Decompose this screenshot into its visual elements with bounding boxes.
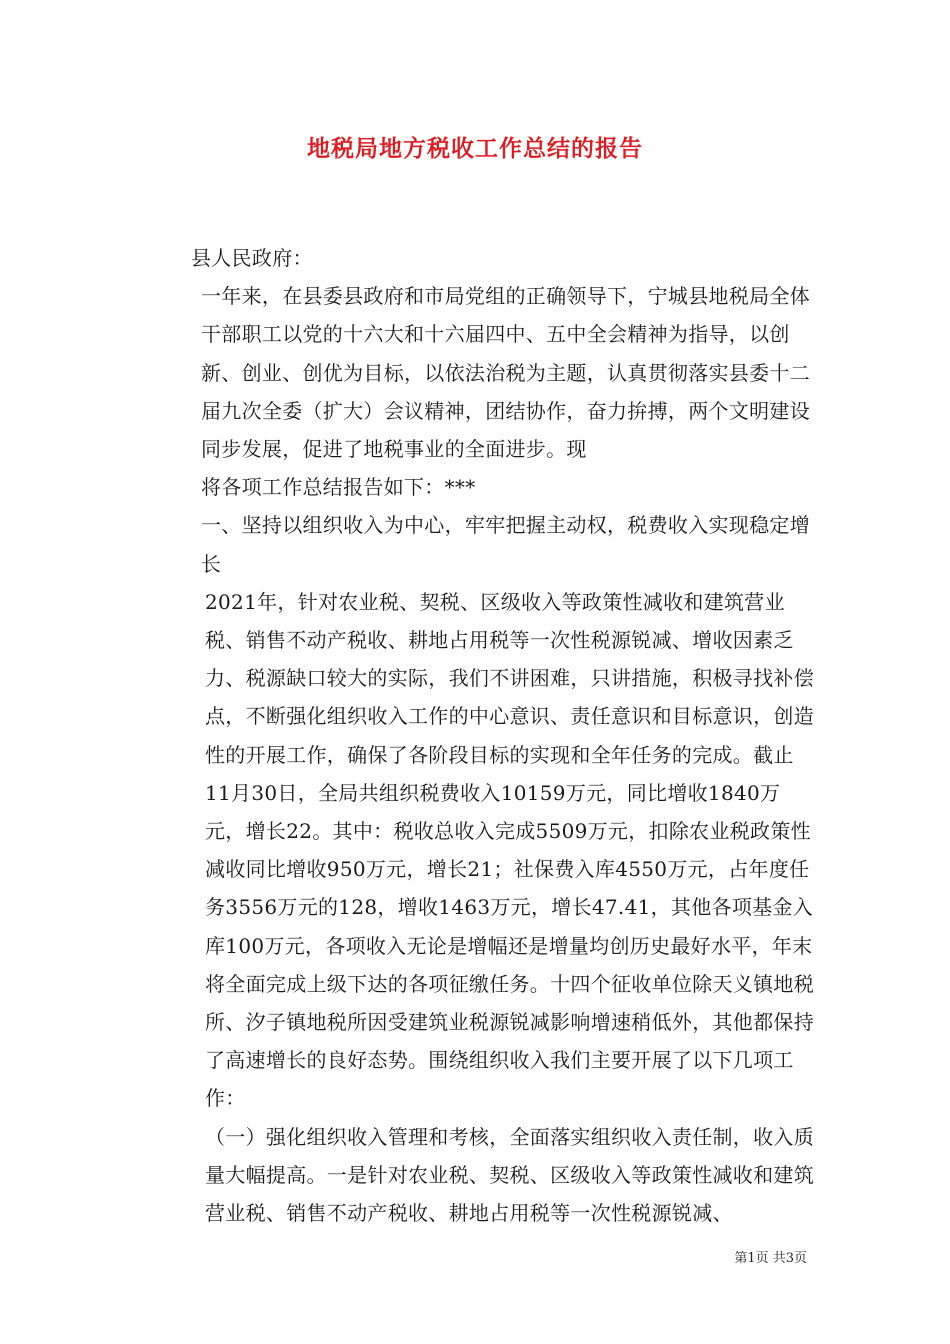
paragraph-revenue: 2021年，针对农业税、契税、区级收入等政策性减收和建筑营业税、销售不动产税收、耕地占用税等一次性税源锐减、增收因素乏力、税源缺口较大的实际，我们不讲困难，只讲措施，积极寻找补偿点，不断强化组织收入工作的中心意识、责任意识和目标意识，创造性的开展工作，确保了各阶段目标的实现和全年任务的完成。截止11月30日，全局共组织税费收入10159万元，同比增收1840万元，增长22。其中：税收总收入完成5509万元，扣除农业税政策性减收同比增收950万元，增长21；社保费入库4550万元，占年度任务3556万元的128，增收1463万元，增长47.41，其他各项基金入库100万元，各项收入无论是增幅还是增量均创历史最好水平，年末将全面完成上级下达的各项征缴任务。十四个征收单位除天义镇地税所、汐子镇地税所因受建筑业税源锐减影响增速稍低外，其他都保持了高速增长的良好态势。围绕组织收入我们主要开展了以下几项工作：: [205, 589, 814, 1111]
document-title: 地税局地方税收工作总结的报告: [307, 135, 643, 162]
salutation: 县人民政府：: [191, 246, 313, 270]
paragraph-summary-lead: 将各项工作总结报告如下：***: [201, 475, 476, 500]
section-heading-1: 一、坚持以组织收入为中心，牢牢把握主动权，税费收入实现稳定增长: [201, 513, 810, 576]
paragraph-intro: 一年来，在县委县政府和市局党组的正确领导下，宁城县地税局全体干部职工以党的十六大和十六届四中、五中全会精神为指导，以创新、创业、创优为目标，以依法治税为主题，认真贯彻落实县委十二届九次全委（扩大）会议精神，团结协作，奋力拚搏，两个文明建设同步发展，促进了地税事业的全面进步。现: [201, 284, 810, 462]
document-body: [143, 239, 815, 1232]
paragraph-subsection-1: （一）强化组织收入管理和考核，全面落实组织收入责任制，收入质量大幅提高。一是针对农业税、契税、区级收入等政策性减收和建筑营业税、销售不动产税收、耕地占用税等一次性税源锐减、: [205, 1124, 814, 1226]
page-indicator: 第1页 共3页: [734, 1251, 807, 1266]
